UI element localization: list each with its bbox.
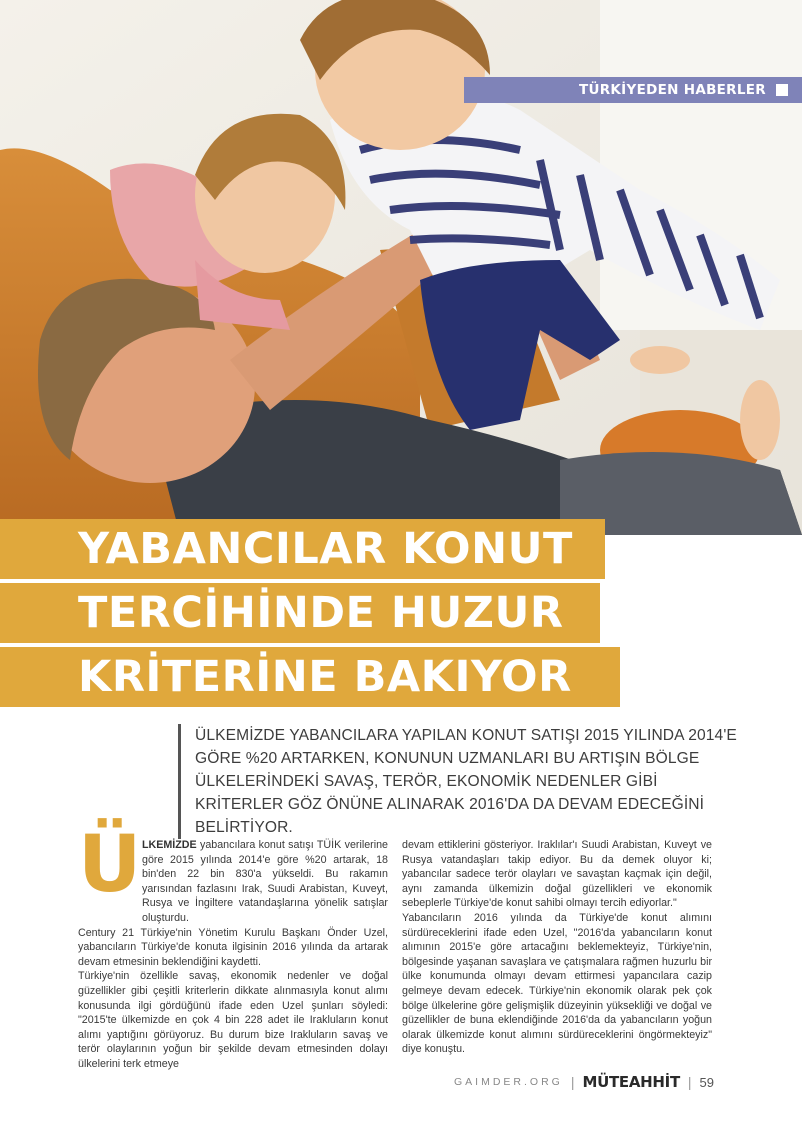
section-tag-label: TÜRKİYEDEN HABERLER — [578, 82, 766, 98]
magazine-logo: MÜTEAHHİT — [582, 1073, 680, 1091]
first-word: LKEMİZDE — [142, 839, 197, 851]
drop-cap: Ü — [78, 820, 142, 910]
title-line-1: YABANCILAR KONUT — [0, 519, 605, 579]
square-icon — [776, 84, 788, 96]
title-line-2: TERCİHİNDE HUZUR — [0, 583, 600, 643]
footer-separator-1: | — [570, 1074, 575, 1090]
body-paragraph-1-text: yabancılara konut satışı TÜİK verilerine göre 2015 yılında 2014'e göre %20 artarak, 18 bin'den 22 bin 830'a yükseldi. Bu rakamın yarısından fazlasını Irak, Suudi Arabistan, Kuveyt, Rusya ve İngiltere vatandaşlarına yönelik satışlar oluşturdu. — [142, 839, 388, 924]
body-column-right — [402, 838, 712, 1057]
page-number: 59 — [699, 1074, 714, 1090]
title-line-3: KRİTERİNE BAKIYOR — [0, 647, 620, 707]
body-paragraph-1b: Century 21 Türkiye'nin Yönetim Kurulu Başkanı Önder Uzel, yabancıların Türkiye'de konuta ilgisinin 2016 yılında da artarak devam etmesinin beklendiğini kaydetti. — [78, 926, 388, 968]
article-title — [0, 519, 640, 707]
page-footer — [454, 1073, 714, 1091]
body-paragraph-2: Türkiye'nin özellikle savaş, ekonomik nedenler ve doğal güzellikler gibi çeşitli kriterlerin dikkate alınmasıyla konut alımı konusunda ilgi gördüğünü ifade eden Uzel şunları söyledi: "2015'te ülkemizde en çok 4 bin 228 adet ile Irakluların konut alımı yaptığını görüyoruz. Bu durum bize Irakluların savaş ve terör olaylarının yoğun bir şekilde devam etmesinden dolayı ülkelerini terk etmeye — [78, 970, 388, 1070]
footer-site: GAIMDER.ORG — [453, 1076, 563, 1088]
article-lead: ÜLKEMİZDE YABANCILARA YAPILAN KONUT SATIŞI 2015 YILINDA 2014'E GÖRE %20 ARTARKEN, KONUNUN UZMANLARI BU ARTIŞIN BÖLGE ÜLKELERİNDEKİ SAVAŞ, TERÖR, EKONOMİK NEDENLER GİBİ KRİTERLER GÖZ ÖNÜNE ALINARAK 2016'DA DA DEVAM EDECEĞİNİ BELİRTİYOR. — [178, 724, 738, 839]
body-paragraph-1 — [78, 838, 388, 926]
body-column-left — [78, 838, 388, 1072]
body-paragraph-3: devam ettiklerini gösteriyor. Iraklılar'ı Suudi Arabistan, Kuveyt ve Rusya vatandaşları takip ediyor. Bu da demek oluyor ki; yabancılar sadece terör olayları ve savaştan kaçmak için değil, aynı zamanda ülkemizin doğal güzellikleri ve ekonomik sebeplerle Türkiye'de konut sahibi olmayı tercih ediyorlar." — [402, 839, 712, 910]
footer-separator-2: | — [687, 1074, 692, 1090]
section-tag — [464, 77, 802, 103]
body-paragraph-4: Yabancıların 2016 yılında da Türkiye'de konut alımını sürdüreceklerini ifade eden Uzel, "2016'da yabancıların konut alımının 2015'e göre artacağını beklemekteyiz, Türkiye'nin, bölgesinde yaşanan savaşlara ve çatışmalara rağmen huzurlu bir ülke konumunda olmayı devam ettirmesi yapancılara cazip gelmeye devam edecek. Türkiye'nin ekonomik olarak pek çok bölge ülkelerine göre gelişmişlik düzeyinin yüksekliği ve doğal ve güzellikler de buna eklendiğinde 2016'da da yabancıların yoğun olarak ülkemizde konut alımını sürdüreceklerini öngörmekteyiz" diye konuştu. — [402, 911, 712, 1056]
